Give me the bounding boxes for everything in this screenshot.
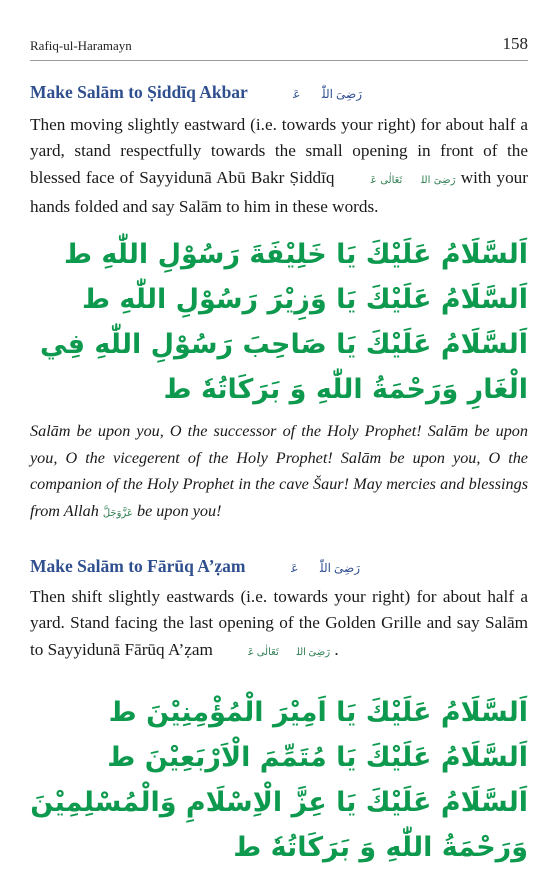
translation-text-before: Salām be upon you, O the successor of the Holy Prophet! Salām be upon you, O the vicegerent of the Holy Prophet! Salām be upon you, O the companion of the Holy Prophet in the cave Šaur! May mercies and blessings from Allah (30, 422, 528, 520)
instruction-paragraph-siddiq (30, 112, 528, 220)
body-text-before: Then moving slightly eastward (i.e. towards your right) for about half a yard, stand respectfully towards the small opening in front of the blessed face of Sayyidunā Abū Bakr Ṣiddīq (30, 115, 528, 187)
translation-text-after: be upon you! (136, 501, 222, 520)
heading-honorific: رَضِیَ اللّٰہُ عَنۡہُ (253, 561, 360, 575)
heading-honorific: رَضِیَ اللّٰہُ عَنۡہُ (255, 87, 363, 101)
heading-text: Make Salām to Ṣiddīq Akbar (30, 82, 248, 102)
page-number: 158 (502, 34, 528, 53)
inline-honorific: رَضِیَ اللہُ تَعَالٰی عَنۡہُ (339, 174, 456, 186)
translation-honorific: عَزَّوَجَلَّ (102, 507, 133, 519)
body-text-after: . (334, 639, 339, 659)
section-heading-faruq (30, 556, 528, 577)
arabic-salam-siddiq: اَلسَّلَامُ عَلَيْكَ يَا خَلِيْفَةَ رَسُوْلِ اللّٰهِ ط اَلسَّلَامُ عَلَيْكَ يَا وَزِيْرَ رَسُوْلِ اللّٰهِ ط اَلسَّلَامُ عَلَيْكَ يَا صَاحِبَ رَسُوْلِ اللّٰهِ فِي الْغَارِ وَرَحْمَةُ اللّٰهِ وَ بَرَكَاتُهٗ ط (40, 239, 528, 405)
book-title: Rafiq-ul-Haramayn (30, 38, 132, 53)
instruction-paragraph-faruq (30, 584, 528, 666)
body-text-after: with your hands folded and say Salām to him in these words. (30, 167, 528, 216)
page-header (30, 34, 528, 61)
section-heading-siddiq (30, 82, 528, 103)
inline-honorific: رَضِیَ اللہُ تَعَالٰی عَنۡہُ (217, 646, 331, 658)
translation-siddiq (30, 418, 528, 527)
heading-text: Make Salām to Fārūq A’ẓam (30, 556, 246, 576)
body-text-before: Then shift slightly eastwards (i.e. towards your right) for about half a yard. Stand facing the last opening of the Golden Grille and say Salām to Sayyidunā Fārūq A’ẓam (30, 587, 528, 659)
arabic-salam-faruq: اَلسَّلَامُ عَلَيْكَ يَا اَمِيْرَ الْمُؤْمِنِيْنَ ط اَلسَّلَامُ عَلَيْكَ يَا مُتَمِّمَ الْاَرْبَعِيْنَ ط اَلسَّلَامُ عَلَيْكَ يَا عِزَّ الْاِسْلَامِ وَالْمُسْلِمِيْنَ وَرَحْمَةُ اللّٰهِ وَ بَرَكَاتُهٗ ط (30, 697, 528, 863)
